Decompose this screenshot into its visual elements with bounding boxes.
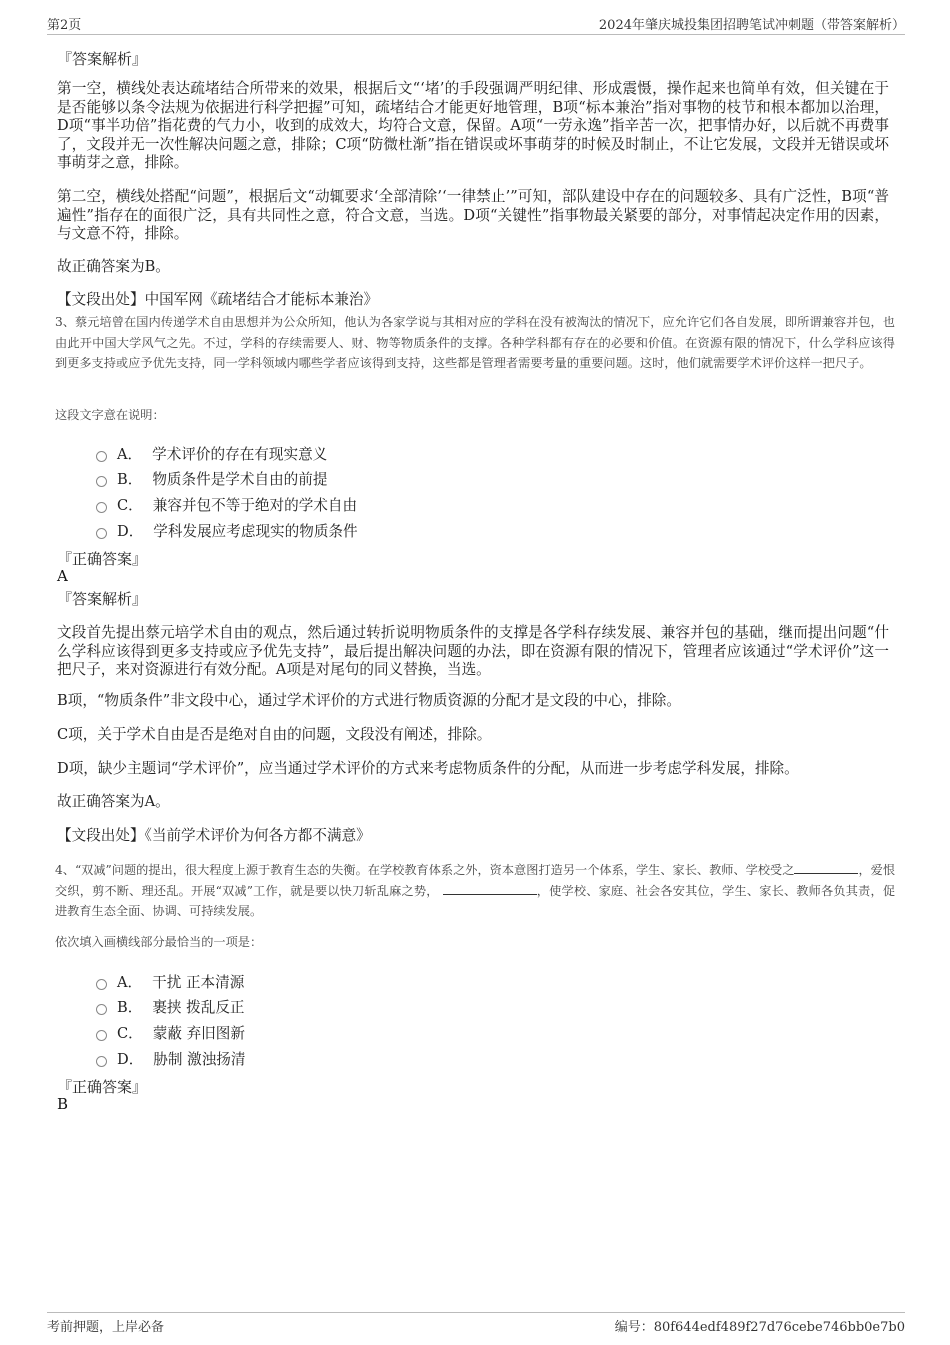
option-d[interactable] [96, 1048, 246, 1068]
radio-icon[interactable] [96, 1004, 107, 1015]
source-citation: 【文段出处】《当前学术评价为何各方都不满意》 [57, 827, 371, 844]
correct-answer-label: 『正确答案』 [57, 550, 148, 568]
option-text: 学科发展应考虑现实的物质条件 [153, 522, 358, 540]
radio-icon[interactable] [96, 979, 107, 990]
radio-icon[interactable] [96, 502, 107, 513]
option-text: 胁制 激浊扬清 [153, 1050, 246, 1068]
option-letter: B． [117, 470, 143, 488]
document-id: 编号：80f644edf489f27d76cebe746bb0e7b0 [614, 1320, 905, 1335]
option-a[interactable] [96, 443, 327, 463]
correct-answer: B [57, 1095, 69, 1113]
footer-slogan: 考前押题，上岸必备 [47, 1320, 165, 1335]
option-letter: A． [117, 973, 143, 991]
radio-icon[interactable] [96, 451, 107, 462]
page-header [47, 14, 905, 35]
analysis-paragraph: B项，“物质条件”非文段中心，通过学术评价的方式进行物质资源的分配才是文段的中心，排除。 [57, 692, 681, 709]
correct-answer-label: 『正确答案』 [57, 1078, 148, 1096]
analysis-paragraph: C项，关于学术自由是否是绝对自由的问题，文段没有阐述，排除。 [57, 726, 492, 743]
option-a[interactable] [96, 971, 244, 991]
radio-icon[interactable] [96, 528, 107, 539]
option-text: 裹挟 拨乱反正 [152, 998, 245, 1016]
question-stem [55, 860, 895, 922]
analysis-paragraph: 第二空，横线处搭配“问题”，根据后文“动辄要求‘全部清除’‘一律禁止’”可知，部队建设中存在的问题较多、具有广泛性，B项“普遍性”指存在的面很广泛，具有共同性之意，符合文意，当选。D项“关键性”指事物最关紧要的部分，对事情起决定作用的因素，与文意不符，排除。 [57, 188, 889, 243]
conclusion: 故正确答案为B。 [57, 258, 170, 275]
option-c[interactable] [96, 494, 357, 514]
stem-text: 4、“双减”问题的提出，很大程度上源于教育生态的失衡。在学校教育体系之外，资本意图打造另一个体系，学生、家长、教师、学校受之 [55, 863, 795, 877]
option-text: 干扰 正本清源 [152, 973, 245, 991]
stem-text: 生、家长、教师各负其责，促进教育生态全面、协调、可持续发展。 [55, 883, 896, 919]
question-prompt: 这段文字意在说明： [55, 408, 165, 422]
option-letter: A． [117, 445, 143, 463]
option-text: 兼容并包不等于绝对的学术自由 [152, 496, 358, 514]
document-title: 2024年肇庆城投集团招聘笔试冲刺题（带答案解析） [598, 18, 905, 33]
analysis-paragraph: D项，缺少主题词“学术评价”，应当通过学术评价的方式来考虑物质条件的分配，从而进一步考虑学科发展，排除。 [57, 760, 799, 777]
option-letter: C． [117, 496, 143, 514]
analysis-label: 『答案解析』 [57, 50, 148, 68]
option-d[interactable] [96, 520, 358, 540]
stem-text: ，爱恨交织，剪不断、理还乱。开展“双减”工作，就是要以快刀斩乱麻之势， [55, 863, 896, 898]
page-number: 第2页 [47, 18, 82, 33]
option-letter: D． [117, 522, 144, 540]
option-c[interactable] [96, 1022, 245, 1042]
option-letter: C． [117, 1024, 143, 1042]
fill-blank [443, 882, 537, 895]
analysis-paragraph: 第一空，横线处表达疏堵结合所带来的效果，根据后文“‘堵’的手段强调严明纪律、形成震慑，操作起来也简单有效，但关键在于是否能够以条令法规为依据进行科学把握”可知，疏堵结合才能更好地管理，B项“标本兼治”指对事物的枝节和根本都加以治理，D项“事半功倍”指花费的气力小，收到的成效大，均符合文意，保留。A项“一劳永逸”指辛苦一次，把事情办好，以后就不再费事了，文段并无一次性解决问题之意，排除；C项“防微杜渐”指在错误或坏事萌芽的时候及时制止，不让它发展，文段并无错误或坏事萌芽之意，排除。 [57, 80, 889, 172]
fill-blank [794, 861, 858, 874]
radio-icon[interactable] [96, 1030, 107, 1041]
option-text: 蒙蔽 弃旧图新 [152, 1024, 245, 1042]
radio-icon[interactable] [96, 476, 107, 487]
analysis-paragraph: 文段首先提出蔡元培学术自由的观点，然后通过转折说明物质条件的支撑是各学科存续发展、兼容并包的基础，继而提出问题“什么学科应该得到更多支持或应予优先支持”，最后提出解决问题的办法，即在资源有限的情况下，管理者应该通过“学术评价”这一把尺子，来对资源进行有效分配。A项是对尾句的同义替换，当选。 [57, 624, 889, 679]
source-citation: 【文段出处】中国军网《疏堵结合才能标本兼治》 [57, 291, 379, 308]
conclusion: 故正确答案为A。 [57, 793, 170, 810]
option-text: 学术评价的存在有现实意义 [152, 445, 328, 463]
stem-text: ，使学校、家庭、社会各安其位，学 [536, 883, 735, 898]
option-text: 物质条件是学术自由的前提 [152, 470, 328, 488]
option-letter: D． [117, 1050, 144, 1068]
option-b[interactable] [96, 996, 245, 1016]
page-footer [47, 1312, 905, 1335]
radio-icon[interactable] [96, 1056, 107, 1067]
analysis-label: 『答案解析』 [57, 590, 148, 608]
option-b[interactable] [96, 468, 327, 488]
correct-answer: A [57, 567, 68, 585]
question-stem: 3、蔡元培曾在国内传递学术自由思想并为公众所知，他认为各家学说与其相对应的学科在没有被淘汰的情况下，应允许它们各自发展，即所谓兼容并包，也由此开中国大学风气之先。不过，学科的存续需要人、财、物等物质条件的支撑。各种学科都有存在的必要和价值。在资源有限的情况下，什么学科应该得到更多支持或应予优先支持，同一学科领域内哪些学者应该得到支持，这些都是管理者需要考量的重要问题。这时，他们就需要学术评价这样一把尺子。 [55, 315, 895, 371]
option-letter: B． [117, 998, 143, 1016]
question-prompt: 依次填入画横线部分最恰当的一项是： [55, 935, 263, 949]
